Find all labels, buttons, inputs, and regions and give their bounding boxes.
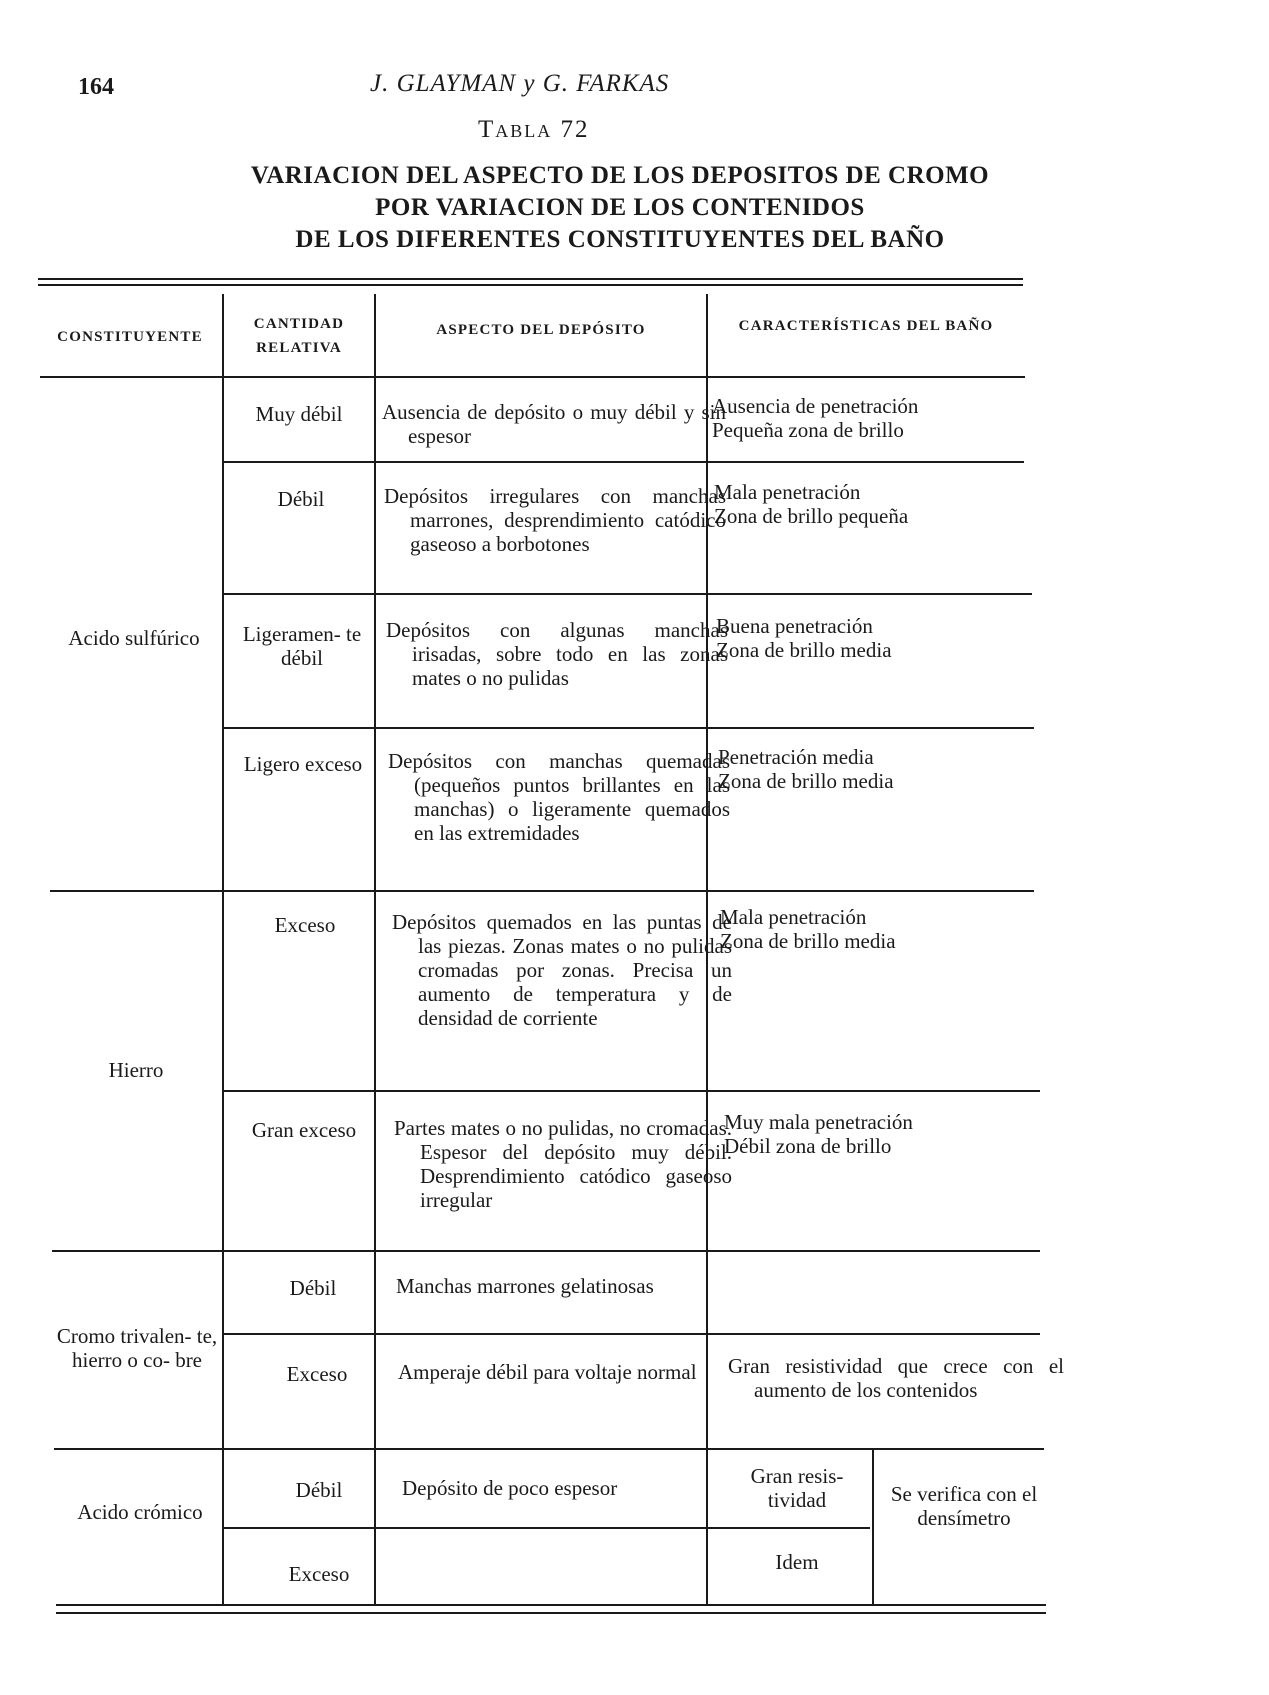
col-divider-sub bbox=[872, 1448, 874, 1604]
cantidad-cell: Gran exceso bbox=[251, 1118, 357, 1142]
rule-bottom-2 bbox=[56, 1612, 1046, 1614]
caracteristicas-cell: Gran resis- tividad bbox=[750, 1464, 844, 1512]
rule-top bbox=[38, 278, 1023, 280]
caracteristicas-cell bbox=[712, 394, 1028, 442]
caracteristicas-line: Zona de brillo media bbox=[720, 929, 896, 953]
caracteristicas-line: Penetración media bbox=[718, 745, 874, 769]
cantidad-cell: Débil bbox=[277, 487, 325, 511]
header-cantidad-line: CANTIDAD bbox=[253, 316, 345, 332]
row-rule bbox=[224, 461, 1024, 463]
cantidad-cell: Débil bbox=[295, 1478, 343, 1502]
aspecto-cell: Ausencia de depósito o muy débil y sin espesor bbox=[382, 400, 726, 448]
densimetro-note: Se verifica con el densímetro bbox=[890, 1482, 1038, 1530]
aspecto-cell: Partes mates o no pulidas, no cromadas. Espesor del depósito muy débil. Desprendimiento catódico gaseoso irregular bbox=[394, 1116, 732, 1212]
row-rule bbox=[52, 1250, 1040, 1252]
rule-top-2 bbox=[38, 284, 1023, 286]
table-title-line: DE LOS DIFERENTES CONSTITUYENTES DEL BAÑO bbox=[295, 226, 945, 253]
caracteristicas-cell bbox=[718, 745, 1034, 793]
page-number: 164 bbox=[78, 74, 114, 100]
table-title-line: POR VARIACION DE LOS CONTENIDOS bbox=[375, 194, 865, 221]
cantidad-cell: Ligeramen- te débil bbox=[242, 622, 362, 670]
aspecto-cell: Depósitos irregulares con manchas marrones, desprendimiento catódico gaseoso a borbotones bbox=[384, 484, 726, 556]
rule-header-bottom bbox=[40, 376, 1025, 378]
col-divider bbox=[222, 294, 224, 1604]
aspecto-cell: Amperaje débil para voltaje normal bbox=[398, 1360, 697, 1384]
cantidad-cell: Exceso bbox=[274, 913, 336, 937]
caracteristicas-cell bbox=[716, 614, 1032, 662]
rule-bottom bbox=[56, 1604, 1046, 1606]
constituent-hierro: Hierro bbox=[108, 1058, 164, 1082]
caracteristicas-line: Mala penetración bbox=[714, 480, 861, 504]
cantidad-cell: Muy débil bbox=[255, 402, 343, 426]
caracteristicas-line: Zona de brillo pequeña bbox=[714, 504, 909, 528]
caracteristicas-line: Muy mala penetración bbox=[724, 1110, 913, 1134]
aspecto-cell: Depósitos quemados en las puntas de las piezas. Zonas mates o no pulidas cromadas por zonas. Precisa un aumento de temperatura y de densidad de corriente bbox=[392, 910, 732, 1030]
caracteristicas-line: Débil zona de brillo bbox=[724, 1134, 892, 1158]
constituent-cromo-trivalente: Cromo trivalen- te, hierro o co- bre bbox=[56, 1324, 218, 1372]
header-cantidad-line: RELATIVA bbox=[256, 340, 342, 356]
row-rule bbox=[224, 727, 1034, 729]
caracteristicas-line: Zona de brillo media bbox=[716, 638, 892, 662]
row-rule bbox=[224, 1333, 1040, 1335]
running-head: J. GLAYMAN y G. FARKAS bbox=[370, 70, 670, 97]
cantidad-cell: Exceso bbox=[286, 1362, 348, 1386]
col-divider bbox=[374, 294, 376, 1604]
row-rule bbox=[224, 1527, 870, 1529]
header-constituyente: CONSTITUYENTE bbox=[57, 329, 203, 345]
caracteristicas-line: Zona de brillo media bbox=[718, 769, 894, 793]
header-aspecto: ASPECTO DEL DEPÓSITO bbox=[436, 322, 646, 338]
constituent-acido-sulfurico: Acido sulfúrico bbox=[68, 626, 200, 650]
row-rule bbox=[224, 593, 1032, 595]
aspecto-cell: Depósitos con manchas quemadas (pequeños puntos brillantes en las manchas) o ligeramente quemados en las extremidades bbox=[388, 749, 730, 845]
row-rule bbox=[224, 1090, 1040, 1092]
caracteristicas-line: Buena penetración bbox=[716, 614, 873, 638]
aspecto-cell: Depósito de poco espesor bbox=[402, 1476, 618, 1500]
caracteristicas-line: Ausencia de penetración bbox=[712, 394, 919, 418]
caracteristicas-line: Mala penetración bbox=[720, 905, 867, 929]
caracteristicas-cell: Idem bbox=[775, 1550, 819, 1574]
caracteristicas-cell bbox=[714, 480, 1030, 528]
cantidad-cell: Exceso bbox=[288, 1562, 350, 1586]
constituent-acido-cromico: Acido crómico bbox=[77, 1500, 203, 1524]
table-title-line: VARIACION DEL ASPECTO DE LOS DEPOSITOS DE CROMO bbox=[250, 162, 990, 189]
cantidad-cell: Débil bbox=[289, 1276, 337, 1300]
caracteristicas-line: Pequeña zona de brillo bbox=[712, 418, 904, 442]
aspecto-cell: Depósitos con algunas manchas irisadas, sobre todo en las zonas mates o no pulidas bbox=[386, 618, 728, 690]
caracteristicas-cell bbox=[724, 1110, 1040, 1158]
cantidad-cell: Ligero exceso bbox=[243, 752, 363, 776]
caracteristicas-cell: Gran resistividad que crece con el aumento de los contenidos bbox=[728, 1354, 1064, 1402]
header-cantidad bbox=[224, 312, 374, 360]
table-label: Tabla 72 bbox=[478, 116, 590, 143]
aspecto-cell: Manchas marrones gelatinosas bbox=[396, 1274, 654, 1298]
table-title bbox=[100, 160, 1140, 256]
caracteristicas-cell bbox=[720, 905, 1036, 953]
header-caracteristicas: CARACTERÍSTICAS DEL BAÑO bbox=[738, 318, 994, 334]
row-rule bbox=[54, 1448, 1044, 1450]
row-rule bbox=[50, 890, 1034, 892]
